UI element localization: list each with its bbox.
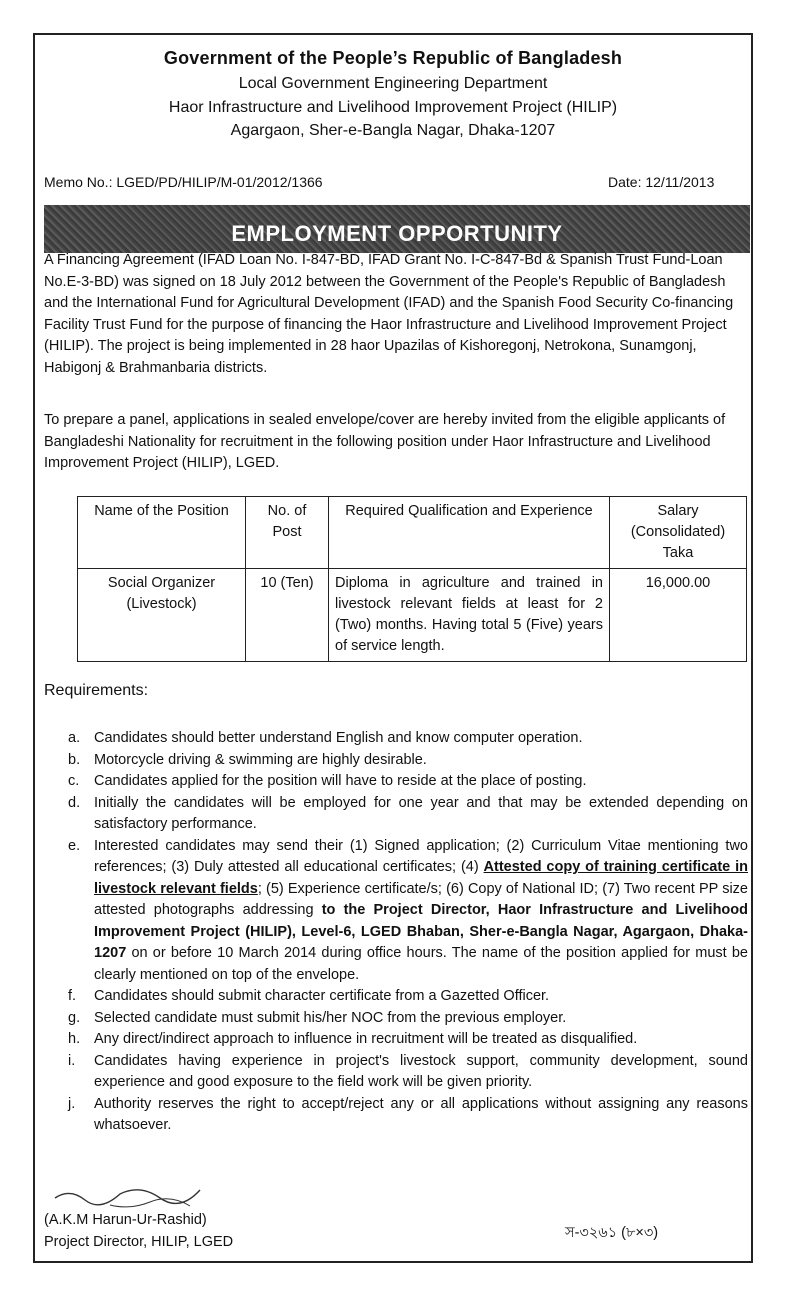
invitation-paragraph: To prepare a panel, applications in sealed envelope/cover are hereby invited from the eligible applicants of Bangladeshi Nationality for recruitment in the following position under Haor Infrastructure and Livelihood Improvement Project (HILIP), LGED. bbox=[44, 412, 726, 471]
list-item: b. Motorcycle driving & swimming are highly desirable. bbox=[68, 751, 427, 768]
reference-code: স-৩২৬১ (৮×৩) bbox=[565, 1225, 659, 1241]
list-item: a. Candidates should better understand English and know computer operation. bbox=[68, 730, 583, 746]
list-item: i. Candidates having experience in project's livestock support, community development, sound experience and good exposure to the field work will be given priority. bbox=[68, 1052, 748, 1090]
requirements-list bbox=[68, 728, 748, 1137]
title-banner bbox=[44, 205, 750, 253]
address: Agargaon, Sher-e-Bangla Nagar, Dhaka-1207 bbox=[230, 122, 556, 139]
intro-paragraph: A Financing Agreement (IFAD Loan No. I-847-BD, IFAD Grant No. I-C-847-Bd & Spanish Trust Fund-Loan No.E-3-BD) was signed on 18 July 2012 between the Government of the People's Republic of Bangladesh and the International Fund for Agricultural Development (IFAD) and the Spanish Food Security Co-financing Facility Trust Fund for the purpose of financing the Haor Infrastructure and Livelihood Improvement Project (HILIP). The project is being implemented in 28 haor Upazilas of Kishoregonj, Netrokona, Sunamgonj, Habigonj & Brahmanbaria districts. bbox=[44, 252, 734, 376]
cell-posts: 10 (Ten) bbox=[246, 569, 329, 662]
table-header-row bbox=[78, 497, 747, 569]
project-name: Haor Infrastructure and Livelihood Improvement Project (HILIP) bbox=[168, 99, 618, 116]
signatory-name: (A.K.M Harun-Ur-Rashid) bbox=[44, 1212, 207, 1228]
cell-qualification: Diploma in agriculture and trained in livestock relevant fields at least for 2 (Two) months. Having total 5 (Five) years of service length. bbox=[329, 569, 610, 662]
memo-number: Memo No.: LGED/PD/HILIP/M-01/2012/1366 bbox=[44, 174, 323, 190]
table-row bbox=[78, 569, 747, 662]
signatory-title: Project Director, HILIP, LGED bbox=[44, 1234, 234, 1250]
dept-name: Local Government Engineering Department bbox=[238, 75, 548, 92]
list-item: f. Candidates should submit character certificate from a Gazetted Officer. bbox=[68, 988, 550, 1004]
header-position: Name of the Position bbox=[78, 497, 246, 569]
memo-date: Date: 12/11/2013 bbox=[608, 174, 715, 190]
list-item: d. Initially the candidates will be employed for one year and that may be extended depending on satisfactory performance. bbox=[68, 794, 748, 832]
list-item: c. Candidates applied for the position will have to reside at the place of posting. bbox=[68, 773, 587, 789]
list-item: e. Interested candidates may send their (1) Signed application; (2) Curriculum Vitae mentioning two references; (3) Duly attested all educational certificates; (4) Attested copy of training certificate in livestock relevant fields; (5) Experience certificate/s; (6) Copy of National ID; (7) Two recent PP size attested photographs addressing to the Project Director, Haor Infrastructure and Livelihood Improvement Project (HILIP), Level-6, LGED Bhaban, Sher-e-Bangla Nagar, Agargaon, Dhaka-1207 on or before 10 March 2014 during office hours. The name of the position applied for must be clearly mentioned on top of the envelope. bbox=[68, 837, 748, 983]
cell-position: Social Organizer (Livestock) bbox=[78, 569, 246, 662]
requirements-heading: Requirements: bbox=[44, 682, 149, 699]
header-qualification: Required Qualification and Experience bbox=[329, 497, 610, 569]
header-posts: No. of Post bbox=[246, 497, 329, 569]
position-table bbox=[77, 496, 747, 662]
gov-title: Government of the People’s Republic of Bangladesh bbox=[163, 48, 623, 68]
list-item: j. Authority reserves the right to accept/reject any or all applications without assigning any reasons whatsoever. bbox=[68, 1095, 748, 1133]
list-item: g. Selected candidate must submit his/her NOC from the previous employer. bbox=[68, 1009, 567, 1026]
header-salary: Salary (Consolidated) Taka bbox=[610, 497, 747, 569]
cell-salary: 16,000.00 bbox=[610, 569, 747, 662]
list-item: h. Any direct/indirect approach to influence in recruitment will be treated as disqualified. bbox=[68, 1031, 638, 1047]
banner-text: EMPLOYMENT OPPORTUNITY bbox=[231, 221, 563, 246]
